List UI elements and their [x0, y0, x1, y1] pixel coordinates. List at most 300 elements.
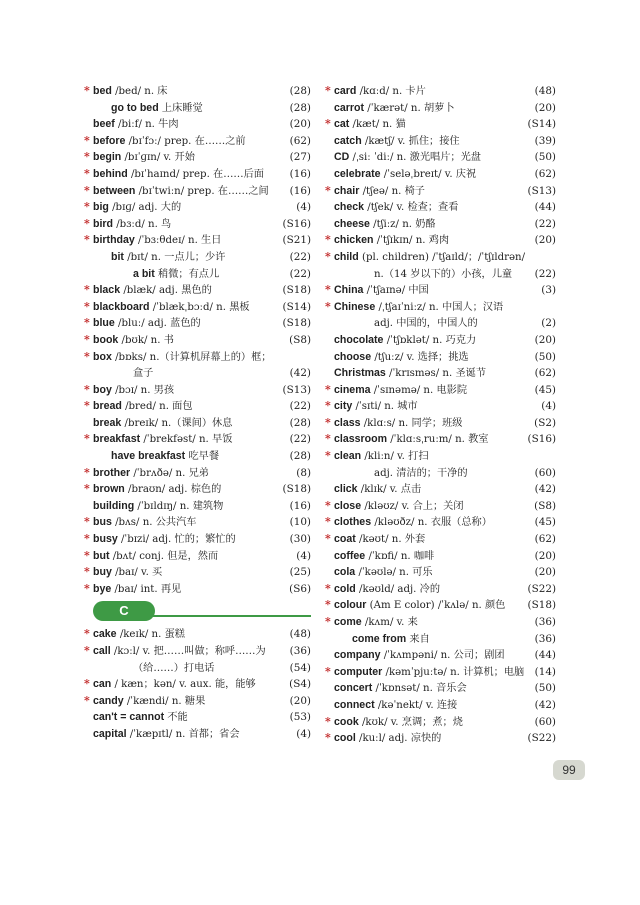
definition: /ˈkændi/ n. 糖果: [123, 695, 206, 707]
star-marker: *: [84, 515, 90, 529]
definition: /ˈbɜːθdeɪ/ n. 生日: [134, 235, 222, 247]
page-reference: (S4): [289, 678, 311, 691]
headword: cook: [334, 715, 359, 728]
page-reference: (20): [534, 234, 556, 247]
star-marker: *: [84, 627, 90, 641]
definition: /ˈbrʌðə/ n. 兄弟: [130, 467, 209, 479]
definition: /ˈtʃɒklət/ n. 巧克力: [383, 334, 477, 346]
page-reference: (62): [534, 533, 556, 546]
headword: catch: [334, 134, 362, 147]
headword: beef: [93, 118, 115, 131]
definition: /ˈsɪti/ n. 城市: [352, 401, 418, 413]
headword: birthday: [93, 234, 135, 247]
page-reference: (28): [289, 450, 311, 463]
definition: （给……）打电话: [133, 662, 215, 674]
page-reference: (S14): [282, 300, 311, 313]
star-marker: *: [84, 532, 90, 546]
definition: /kɔːl/ v. 把……叫做；称呼……为: [110, 646, 266, 657]
star-marker: *: [84, 216, 90, 230]
right-column: [325, 83, 556, 747]
definition: /tʃek/ v. 检查；查看: [364, 202, 459, 214]
page-reference: (20): [289, 118, 311, 131]
page-reference: (28): [289, 85, 311, 97]
headword: before: [93, 134, 126, 147]
headword: chocolate: [334, 333, 384, 346]
vocab-entry: [334, 481, 556, 498]
headword: bird: [93, 217, 114, 230]
page-reference: (10): [289, 516, 311, 529]
vocab-entry: [93, 266, 311, 283]
star-marker: *: [325, 581, 331, 595]
vocab-entry: [325, 664, 556, 681]
headword: chicken: [334, 234, 374, 247]
definition: /ˈblækˌbɔːd/ n. 黑板: [149, 301, 250, 313]
headword: cool: [334, 732, 356, 745]
vocab-entry: [334, 199, 556, 216]
star-marker: *: [325, 664, 331, 678]
vocab-entry: [334, 680, 556, 697]
headword: coffee: [334, 549, 366, 562]
vocab-entry: [93, 415, 311, 432]
definition: /kəʊld/ adj. 冷的: [355, 583, 441, 595]
page-reference: (S18): [282, 284, 311, 297]
vocab-entry: [84, 216, 311, 233]
headword: can't = cannot: [93, 711, 165, 724]
vocab-entry: [334, 697, 556, 714]
page-reference: (48): [534, 85, 556, 97]
page-reference: (22): [289, 400, 311, 413]
page-reference: (S18): [527, 599, 556, 612]
vocab-entry: [93, 365, 311, 382]
page-reference: (S13): [527, 184, 556, 197]
definition: /ˈkɒnsət/ n. 音乐会: [372, 683, 467, 695]
headword: call: [93, 645, 111, 657]
definition: /klɪk/ v. 点击: [357, 484, 422, 496]
definition: /ˈtʃɪkɪn/ n. 鸡肉: [373, 235, 450, 247]
star-marker: *: [84, 565, 90, 579]
star-marker: *: [325, 382, 331, 396]
definition: /kætʃ/ v. 抓住；接住: [361, 135, 460, 147]
vocab-entry: [325, 531, 556, 548]
headword: bread: [93, 400, 122, 413]
star-marker: *: [325, 515, 331, 529]
star-marker: *: [325, 432, 331, 446]
star-marker: *: [84, 693, 90, 707]
page-reference: (44): [534, 649, 556, 662]
vocab-entry: [325, 730, 556, 747]
definition: /kuːl/ adj. 凉快的: [355, 733, 442, 745]
headword: have breakfast: [111, 450, 186, 463]
vocab-entry: [84, 382, 311, 399]
left-column: [84, 83, 311, 743]
headword: bit: [111, 250, 124, 263]
definition: /ˈkəʊlə/ n. 可乐: [355, 567, 433, 579]
star-marker: *: [325, 233, 331, 247]
star-marker: *: [84, 316, 90, 330]
headword: come from: [352, 632, 407, 645]
page-reference: (36): [289, 645, 311, 657]
definition: n.（14 岁以下的）小孩，儿童: [374, 268, 513, 280]
headword: bye: [93, 582, 112, 595]
page-reference: (22): [534, 217, 556, 230]
vocab-entry: [84, 676, 311, 693]
page-reference: (S18): [282, 317, 311, 330]
star-marker: *: [84, 283, 90, 297]
star-marker: *: [325, 399, 331, 413]
vocab-entry: [334, 216, 556, 233]
page-reference: (30): [289, 533, 311, 546]
page-reference: (4): [296, 201, 311, 214]
page-reference: (S18): [282, 483, 311, 496]
entry-list-b: [84, 83, 311, 597]
page-reference: (16): [289, 184, 311, 197]
star-marker: *: [325, 598, 331, 612]
definition: /ˈkrɪsməs/ n. 圣诞节: [385, 368, 487, 380]
star-marker: *: [325, 283, 331, 297]
page-reference: (45): [534, 383, 556, 396]
vocab-entry: [84, 514, 311, 531]
star-marker: *: [325, 449, 331, 463]
definition: /bɪt/ n. 一点儿；少许: [123, 251, 226, 263]
page-reference: (42): [534, 483, 556, 496]
page-reference: (44): [534, 201, 556, 214]
definition: /ˈbɪldɪŋ/ n. 建筑物: [134, 500, 224, 512]
headword: child: [334, 250, 359, 263]
vocab-entry: [325, 183, 556, 200]
page-reference: (20): [534, 101, 556, 114]
star-marker: *: [325, 731, 331, 745]
vocab-entry: [325, 116, 556, 133]
headword: cake: [93, 628, 117, 641]
headword: come: [334, 616, 362, 628]
page-reference: (22): [289, 433, 311, 446]
vocab-entry: [84, 282, 311, 299]
headword: box: [93, 350, 112, 363]
vocab-entry: [93, 100, 311, 117]
page-reference: (S8): [289, 333, 311, 346]
definition: /kliːn/ v. 打扫: [361, 451, 429, 463]
vocab-entry: [93, 448, 311, 465]
vocab-entry: [325, 514, 556, 531]
page-number: 99: [553, 760, 585, 780]
page-reference: (36): [534, 616, 556, 628]
headword: break: [93, 416, 122, 429]
headword: CD: [334, 151, 350, 164]
definition: (Am E color) /ˈkʌlə/ n. 颜色: [366, 600, 506, 612]
vocab-entry: [325, 498, 556, 515]
vocab-entry: [84, 626, 311, 643]
headword: close: [334, 499, 362, 512]
page-reference: (48): [289, 628, 311, 641]
vocab-entry: [334, 647, 556, 664]
page-reference: (22): [289, 267, 311, 280]
definition: /ˈkærət/ n. 胡萝卜: [364, 102, 455, 114]
headword: classroom: [334, 433, 387, 446]
vocab-entry: [84, 431, 311, 448]
definition: /ˈseləˌbreɪt/ v. 庆祝: [380, 168, 477, 180]
star-marker: *: [325, 84, 331, 97]
vocab-entry: [84, 581, 311, 598]
page-reference: (50): [534, 151, 556, 164]
star-marker: *: [84, 399, 90, 413]
page-reference: (S14): [527, 118, 556, 131]
star-marker: *: [84, 150, 90, 164]
page-reference: (62): [534, 367, 556, 380]
star-marker: *: [84, 677, 90, 691]
headword: colour: [334, 599, 367, 612]
definition: /baɪ/ int. 再见: [111, 583, 182, 595]
page-reference: (20): [534, 549, 556, 562]
page-reference: (16): [289, 167, 311, 180]
definition: /blæk/ adj. 黑色的: [120, 285, 212, 297]
definition: (pl. children) /ˈtʃaɪld/；/ˈtʃɪldrən/: [358, 251, 526, 263]
page-reference: (S22): [527, 732, 556, 745]
page-reference: (20): [289, 694, 311, 707]
definition: /ˌsiː ˈdiː/ n. 激光唱片；光盘: [349, 152, 481, 164]
definition: /bɒks/ n.（计算机屏幕上的）框；: [111, 351, 272, 363]
vocab-entry: [334, 365, 556, 382]
headword: celebrate: [334, 167, 381, 180]
definition: /ˈkæpɪtl/ n. 首都；省会: [126, 728, 240, 740]
definition: /bʌs/ n. 公共汽车: [111, 517, 197, 529]
star-marker: *: [84, 465, 90, 479]
vocab-entry: [325, 614, 556, 631]
star-marker: *: [84, 84, 90, 97]
headword: bus: [93, 516, 112, 529]
page-reference: (4): [296, 727, 311, 740]
definition: /bʊk/ n. 书: [118, 334, 174, 346]
vocab-entry: [325, 581, 556, 598]
definition: 来自: [406, 633, 430, 645]
definition: /bɪˈfɔː/ prep. 在……之前: [125, 135, 246, 147]
definition: /bɪˈhaɪnd/ prep. 在……后面: [127, 168, 264, 180]
headword: clothes: [334, 516, 372, 529]
definition: /biːf/ n. 牛肉: [114, 119, 179, 131]
page-reference: (62): [289, 134, 311, 147]
definition: /ˈbrekfəst/ n. 早饭: [140, 434, 233, 446]
definition: /ˈkɒfi/ n. 咖啡: [365, 550, 435, 562]
star-marker: *: [84, 166, 90, 180]
headword: blackboard: [93, 300, 150, 313]
headword: chair: [334, 184, 360, 197]
definition: /bluː/ adj. 蓝色的: [114, 318, 201, 330]
vocab-entry: [325, 597, 556, 614]
definition: /keɪk/ n. 蛋糕: [116, 629, 185, 641]
headword: begin: [93, 151, 122, 164]
section-divider: [149, 615, 311, 617]
definition: /tʃiːz/ n. 奶酪: [369, 218, 436, 230]
vocab-entry: [93, 726, 311, 743]
definition: /kæt/ n. 猫: [349, 119, 406, 131]
page-reference: (22): [289, 250, 311, 263]
definition: 上床睡觉: [158, 102, 203, 114]
vocab-entry: [84, 693, 311, 710]
star-marker: *: [325, 498, 331, 512]
vocab-entry: [84, 133, 311, 150]
page-reference: (27): [289, 151, 311, 164]
headword: city: [334, 400, 353, 413]
vocab-entry: [325, 431, 556, 448]
entry-list-c-continued: [325, 83, 556, 747]
vocab-entry: [84, 643, 311, 660]
vocab-entry: [84, 315, 311, 332]
definition: /bɪˈtwiːn/ prep. 在……之间: [135, 185, 269, 197]
page-reference: (S16): [527, 433, 556, 446]
star-marker: *: [84, 233, 90, 247]
headword: concert: [334, 682, 373, 695]
headword: class: [334, 416, 361, 429]
headword: Christmas: [334, 367, 386, 380]
headword: check: [334, 201, 365, 214]
definition: /baɪ/ v. 买: [111, 567, 163, 579]
definition: /ˈtʃaɪnə/ 中国: [363, 285, 429, 297]
vocab-entry: [325, 448, 556, 465]
vocab-entry: [325, 714, 556, 731]
star-marker: *: [84, 200, 90, 214]
headword: capital: [93, 727, 127, 740]
vocab-entry: [93, 709, 311, 726]
definition: /kəˈnekt/ v. 连接: [374, 699, 458, 711]
vocab-entry: [325, 398, 556, 415]
page-reference: (4): [541, 400, 556, 413]
page-reference: (45): [534, 516, 556, 529]
headword: boy: [93, 383, 112, 396]
page-reference: (2): [541, 317, 556, 330]
headword: big: [93, 201, 109, 214]
page-reference: (28): [289, 101, 311, 114]
definition: /braʊn/ adj. 棕色的: [124, 484, 222, 496]
definition: /bred/ n. 面包: [121, 401, 193, 413]
headword: building: [93, 499, 135, 512]
vocab-entry: [84, 481, 311, 498]
definition: /bɜːd/ n. 鸟: [113, 218, 172, 230]
vocab-entry: [334, 149, 556, 166]
page-reference: (14): [534, 665, 556, 678]
headword: Chinese: [334, 300, 376, 313]
headword: cinema: [334, 383, 371, 396]
star-marker: *: [325, 714, 331, 728]
headword: book: [93, 333, 119, 346]
entry-list-c: [84, 626, 311, 742]
star-marker: *: [325, 615, 331, 628]
definition: /kʊk/ v. 烹调；煮；烧: [358, 716, 463, 728]
headword: candy: [93, 694, 124, 707]
definition: /bɪˈɡɪn/ v. 开始: [121, 152, 195, 164]
headword: but: [93, 549, 110, 562]
vocab-entry: [84, 83, 311, 100]
headword: can: [93, 678, 112, 691]
vocab-entry: [325, 299, 556, 316]
definition: /ˈsɪnəmə/ n. 电影院: [370, 384, 468, 396]
star-marker: *: [84, 349, 90, 363]
headword: coat: [334, 533, 356, 546]
star-marker: *: [325, 249, 331, 263]
star-marker: *: [84, 382, 90, 396]
vocab-entry: [325, 249, 556, 266]
vocab-entry: [325, 83, 556, 100]
vocab-entry: [334, 166, 556, 183]
vocab-entry: [325, 382, 556, 399]
vocab-entry: [84, 531, 311, 548]
vocab-entry: [84, 232, 311, 249]
headword: clean: [334, 450, 362, 463]
page-reference: (50): [534, 682, 556, 695]
headword: blue: [93, 317, 115, 330]
page-reference: (36): [534, 632, 556, 645]
definition: /kɑːd/ n. 卡片: [356, 86, 426, 97]
headword: computer: [334, 665, 383, 678]
definition: /klɑːs/ n. 同学；班级: [360, 417, 463, 429]
page-reference: (20): [534, 566, 556, 579]
section-header-c: [93, 601, 311, 623]
headword: go to bed: [111, 101, 159, 114]
page-reference: (20): [534, 333, 556, 346]
definition: /bʌt/ conj. 但是，然而: [109, 550, 219, 562]
definition: adj. 中国的，中国人的: [374, 318, 478, 330]
definition: /bɪɡ/ adj. 大的: [108, 202, 182, 214]
headword: cola: [334, 566, 356, 579]
headword: China: [334, 284, 364, 297]
definition: /kləʊðz/ n. 衣服（总称）: [371, 517, 492, 529]
vocab-entry: [93, 660, 311, 677]
definition: /kəʊt/ n. 外套: [355, 534, 426, 546]
star-marker: *: [84, 482, 90, 496]
page-reference: (39): [534, 134, 556, 147]
definition: 吃早餐: [185, 451, 220, 463]
vocab-entry: [325, 415, 556, 432]
page-reference: (16): [289, 499, 311, 512]
page-reference: (S6): [289, 582, 311, 595]
vocab-entry: [84, 166, 311, 183]
star-marker: *: [325, 117, 331, 131]
vocab-entry: [84, 183, 311, 200]
headword: brother: [93, 466, 131, 479]
vocab-entry: [84, 149, 311, 166]
definition: / kæn；kən/ v. aux. 能，能够: [111, 679, 256, 691]
headword: connect: [334, 698, 375, 711]
page-reference: (S22): [527, 582, 556, 595]
vocab-entry: [325, 282, 556, 299]
vocab-entry: [325, 232, 556, 249]
vocab-entry: [84, 398, 311, 415]
star-marker: *: [84, 183, 90, 197]
definition: /ˈbɪzi/ adj. 忙的；繁忙的: [117, 534, 236, 546]
vocab-entry: [334, 266, 556, 283]
page-reference: (3): [541, 284, 556, 297]
headword: a bit: [133, 267, 155, 280]
star-marker: *: [325, 183, 331, 197]
vocab-entry: [84, 564, 311, 581]
vocab-entry: [334, 349, 556, 366]
headword: carrot: [334, 101, 365, 114]
vocab-entry: [93, 249, 311, 266]
headword: bed: [93, 85, 112, 97]
star-marker: *: [84, 299, 90, 313]
definition: /breɪk/ n.（课间）休息: [121, 417, 233, 429]
definition: adj. 清洁的；干净的: [374, 467, 468, 479]
definition: /kəmˈpjuːtə/ n. 计算机；电脑: [382, 666, 525, 678]
vocab-entry: [334, 133, 556, 150]
star-marker: *: [84, 133, 90, 147]
vocab-entry: [334, 631, 556, 648]
vocab-entry: [84, 199, 311, 216]
page-reference: (54): [289, 661, 311, 674]
headword: cat: [334, 118, 350, 131]
star-marker: *: [84, 548, 90, 562]
headword: cheese: [334, 217, 370, 230]
page-reference: (25): [289, 566, 311, 579]
vocab-entry: [84, 332, 311, 349]
